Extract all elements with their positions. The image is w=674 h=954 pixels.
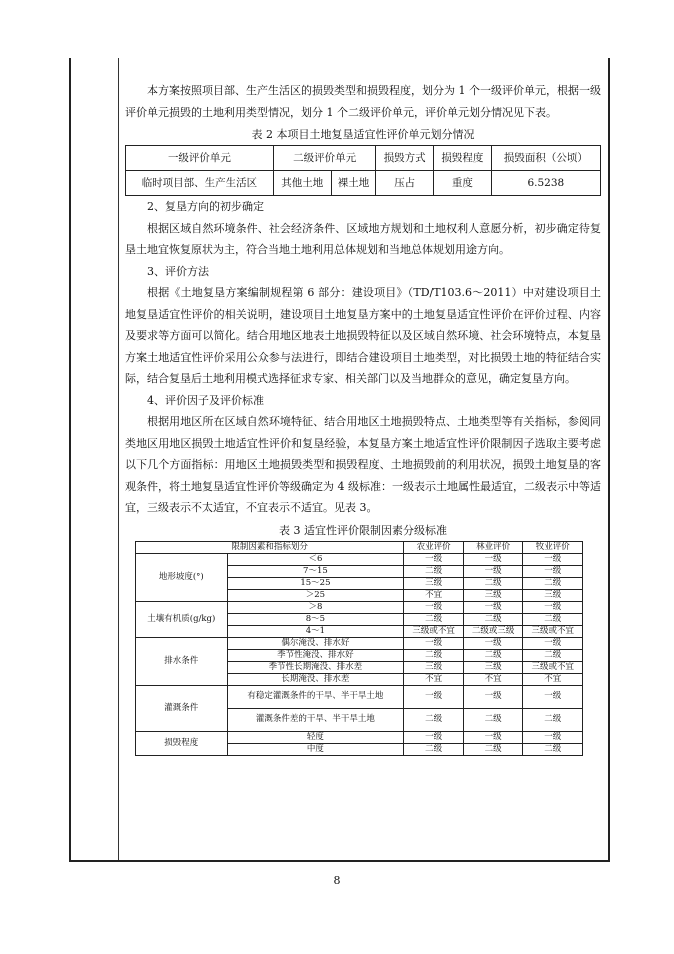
table-cell: 长期淹没、排水差 bbox=[227, 673, 404, 685]
table-cell: 二级 bbox=[404, 743, 464, 755]
table-cell: 一级 bbox=[404, 601, 464, 613]
table-cell: 一级 bbox=[404, 731, 464, 743]
table-header: 牧业评价 bbox=[523, 541, 583, 553]
table-cell: 灌溉条件差的干旱、半干旱土地 bbox=[227, 708, 404, 731]
table-cell: 4～1 bbox=[227, 625, 404, 637]
factor-cell: 灌溉条件 bbox=[136, 685, 228, 731]
document-body bbox=[125, 80, 601, 756]
table-cell: 压占 bbox=[376, 171, 434, 196]
page-number: 8 bbox=[333, 874, 341, 887]
table-cell: 二级 bbox=[404, 649, 464, 661]
table-header: 农业评价 bbox=[404, 541, 464, 553]
section4-heading: 4、评价因子及评价标准 bbox=[147, 393, 264, 407]
table-cell: 二级 bbox=[404, 613, 464, 625]
table-cell: 二级或三级 bbox=[463, 625, 523, 637]
table-cell: 三级 bbox=[463, 589, 523, 601]
table-header: 林业评价 bbox=[463, 541, 523, 553]
table-cell: 二级 bbox=[523, 613, 583, 625]
table-cell: 一级 bbox=[523, 637, 583, 649]
table-cell: 二级 bbox=[463, 743, 523, 755]
table-cell: 三级或不宜 bbox=[523, 625, 583, 637]
table-cell: 一级 bbox=[523, 685, 583, 708]
intro-paragraph: 本方案按照项目部、生产生活区的损毁类型和损毁程度，划分为 1 个一级评价单元，根据一级评价单元损毁的土地利用类型情况，划分 1 个二级评价单元，评价单元划分情况见下表。 bbox=[125, 84, 601, 119]
factor-cell: 排水条件 bbox=[136, 637, 228, 685]
table-cell: 临时项目部、生产生活区 bbox=[126, 171, 274, 196]
table-cell: 一级 bbox=[463, 685, 523, 708]
section2-heading: 2、复垦方向的初步确定 bbox=[147, 200, 264, 213]
table-cell: 一级 bbox=[523, 731, 583, 743]
table-header: 损毁方式 bbox=[376, 146, 434, 171]
table-cell: 不宜 bbox=[404, 589, 464, 601]
table-header: 损毁程度 bbox=[434, 146, 492, 171]
table-cell: 二级 bbox=[463, 649, 523, 661]
table-cell: 15～25 bbox=[227, 577, 404, 589]
table-cell: 有稳定灌溉条件的干旱、半干旱土地 bbox=[227, 685, 404, 708]
table2-caption: 表 2 本项目土地复垦适宜性评价单元划分情况 bbox=[251, 128, 475, 141]
section4-body: 根据用地区所在区域自然环境特征、结合用地区土地损毁特点、土地类型等有关指标，参阅同类地区用地区损毁土地适宜性评价和复垦经验，本复垦方案土地适宜性评价限制因子选取主要考虑以下几个方面指标：用地区土地损毁类型和损毁程度、土地损毁前的利用状况，损毁土地复垦的客观条件，将土地复垦适宜性评价等级确定为 4 级标准：一级表示土地属性最适宜，二级表示中等适宜，三级表示不太适宜，不宜表示不适宜。见表 3。 bbox=[125, 415, 601, 514]
table-row bbox=[126, 146, 601, 171]
table-row bbox=[136, 601, 583, 613]
table-row bbox=[136, 553, 583, 565]
table-cell: 一级 bbox=[404, 685, 464, 708]
table-cell: 8～5 bbox=[227, 613, 404, 625]
table-cell: 裸土地 bbox=[331, 171, 376, 196]
table-row bbox=[136, 637, 583, 649]
table-cell: 季节性长期淹没、排水差 bbox=[227, 661, 404, 673]
section3-heading: 3、评价方法 bbox=[147, 264, 209, 278]
table-cell: 一级 bbox=[523, 601, 583, 613]
table-row bbox=[136, 731, 583, 743]
table-cell: 一级 bbox=[463, 601, 523, 613]
table-cell: 重度 bbox=[434, 171, 492, 196]
table-header: 一级评价单元 bbox=[126, 146, 274, 171]
table-row bbox=[136, 541, 583, 553]
section2-body: 根据区域自然环境条件、社会经济条件、区域地方规划和土地权利人意愿分析，初步确定待复垦土地宜恢复原状为主，符合当地土地利用总体规划和当地总体规划用途方向。 bbox=[125, 221, 601, 256]
table-cell: 中度 bbox=[227, 743, 404, 755]
table-cell: 轻度 bbox=[227, 731, 404, 743]
table-cell: 一级 bbox=[463, 731, 523, 743]
table-cell: 二级 bbox=[404, 708, 464, 731]
table-cell: 三级 bbox=[404, 661, 464, 673]
table-cell: 一级 bbox=[523, 553, 583, 565]
table-cell: 其他土地 bbox=[273, 171, 331, 196]
table-cell: 不宜 bbox=[463, 673, 523, 685]
table-cell: 不宜 bbox=[404, 673, 464, 685]
frame-inner-divider bbox=[118, 58, 119, 860]
table-cell: ＞25 bbox=[227, 589, 404, 601]
factor-cell: 损毁程度 bbox=[136, 731, 228, 755]
factor-cell: 地形坡度(°) bbox=[136, 553, 228, 601]
table-cell: 一级 bbox=[463, 565, 523, 577]
table-cell: 二级 bbox=[463, 708, 523, 731]
table-row bbox=[126, 171, 601, 196]
table-cell: 二级 bbox=[523, 743, 583, 755]
table-header: 二级评价单元 bbox=[273, 146, 375, 171]
table-cell: 一级 bbox=[463, 637, 523, 649]
table-cell: 二级 bbox=[463, 613, 523, 625]
table-cell: ＞8 bbox=[227, 601, 404, 613]
table-cell: 一级 bbox=[463, 553, 523, 565]
table3-caption: 表 3 适宜性评价限制因素分级标准 bbox=[279, 523, 447, 537]
table-cell: 二级 bbox=[404, 565, 464, 577]
table-cell: 6.5238 bbox=[491, 171, 600, 196]
table-cell: 不宜 bbox=[523, 673, 583, 685]
table-cell: 一级 bbox=[404, 553, 464, 565]
factor-cell: 土壤有机质(g/kg) bbox=[136, 601, 228, 637]
table-cell: 三级 bbox=[523, 589, 583, 601]
table-cell: 二级 bbox=[523, 577, 583, 589]
table-cell: 三级或不宜 bbox=[404, 625, 464, 637]
table-cell: 7～15 bbox=[227, 565, 404, 577]
table-cell: 二级 bbox=[523, 649, 583, 661]
table-cell: ＜6 bbox=[227, 553, 404, 565]
table-cell: 一级 bbox=[523, 565, 583, 577]
section3-body: 根据《土地复垦方案编制规程第 6 部分：建设项目》（TD/T103.6～2011）中对建设项目土地复垦适宜性评价的相关说明，建设项目土地复垦方案中的土地复垦适宜性评价在评价过程、内容及要求等方面可以简化。结合用地区地表土地损毁特征以及区域自然环境、社会环境特点，本复垦方案土地适宜性评价采用公众参与法进行，即结合建设项目土地类型，对比损毁土地的特征结合实际，结合复垦后土地利用模式选择征求专家、相关部门以及当地群众的意见，确定复垦方向。 bbox=[125, 286, 601, 385]
table-header: 限制因素和指标划分 bbox=[136, 541, 404, 553]
table-cell: 季节性淹没、排水好 bbox=[227, 649, 404, 661]
table-cell: 三级 bbox=[463, 661, 523, 673]
table2 bbox=[125, 145, 601, 196]
table-cell: 偶尔淹没、排水好 bbox=[227, 637, 404, 649]
table-cell: 三级或不宜 bbox=[523, 661, 583, 673]
table3 bbox=[135, 541, 583, 756]
table-cell: 一级 bbox=[404, 637, 464, 649]
table-header: 损毁面积（公顷） bbox=[491, 146, 600, 171]
table-cell: 二级 bbox=[523, 708, 583, 731]
table-cell: 三级 bbox=[404, 577, 464, 589]
table-cell: 二级 bbox=[463, 577, 523, 589]
table-row bbox=[136, 685, 583, 708]
